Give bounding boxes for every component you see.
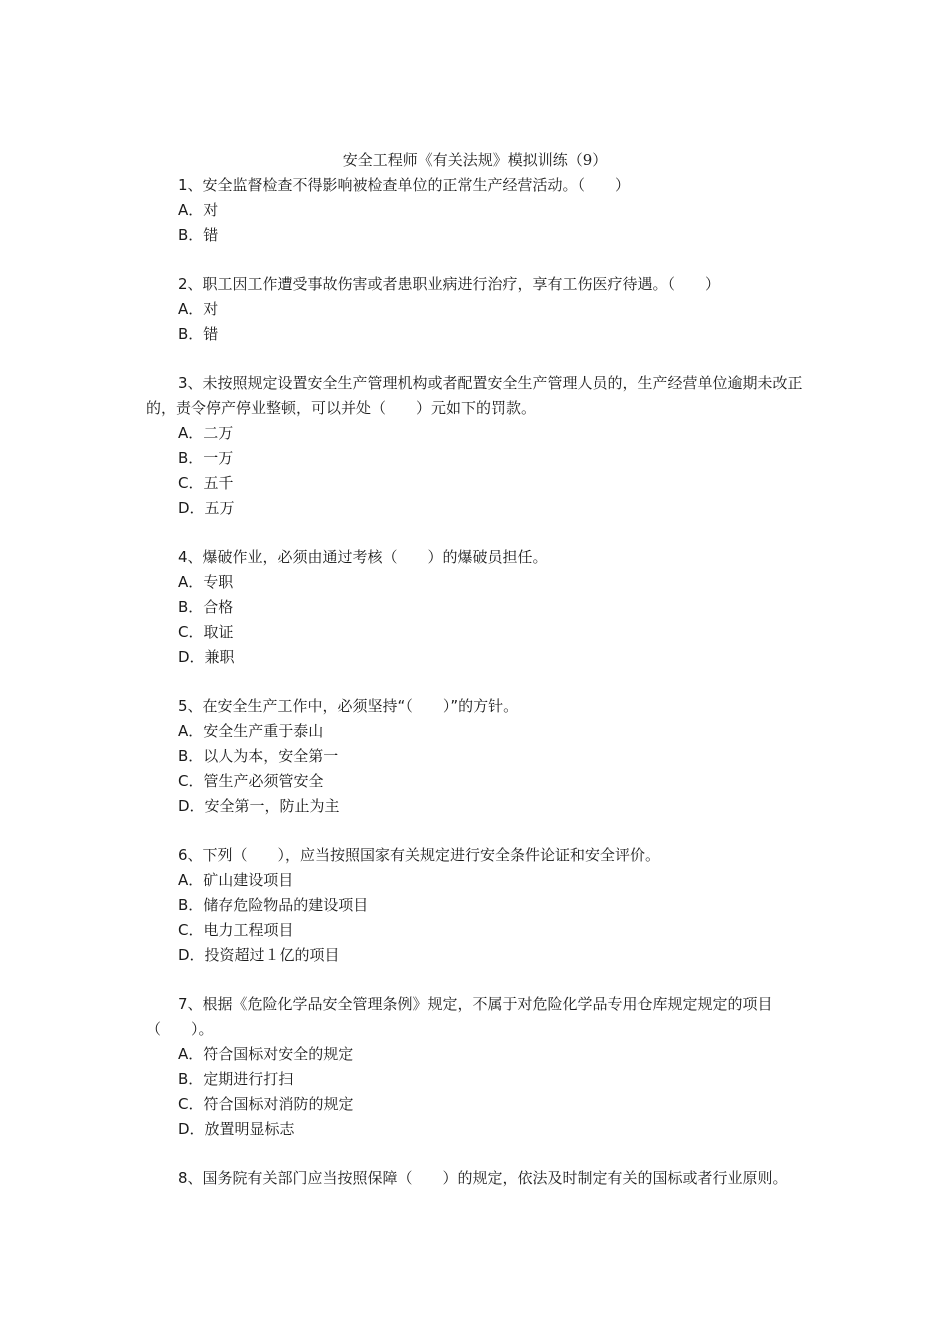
document-title: 安全工程师《有关法规》模拟训练（9） <box>342 151 608 169</box>
option-c: C．电力工程项目 <box>178 921 294 939</box>
question-text: 7、根据《危险化学品安全管理条例》规定，不属于对危险化学品专用仓库规定规定的项目（ ）。 <box>146 995 773 1038</box>
question-text: 1、安全监督检查不得影响被检查单位的正常生产经营活动。（ ） <box>178 176 631 194</box>
option-a: A．对 <box>178 201 219 219</box>
question-text: 3、未按照规定设置安全生产管理机构或者配置安全生产管理人员的，生产经营单位逾期未改正的，责令停产停业整顿，可以并处（ ）元如下的罚款。 <box>146 374 803 417</box>
question-text: 4、爆破作业，必须由通过考核（ ）的爆破员担任。 <box>178 548 548 566</box>
option-c: C．取证 <box>178 623 234 641</box>
option-d: D．五万 <box>178 499 235 517</box>
option-b: B．定期进行打扫 <box>178 1070 294 1088</box>
option-a: A．二万 <box>178 424 234 442</box>
option-c: C．管生产必须管安全 <box>178 772 324 790</box>
question-3 <box>146 371 806 521</box>
option-a: A．安全生产重于泰山 <box>178 722 324 740</box>
question-text: 8、国务院有关部门应当按照保障（ ）的规定，依法及时制定有关的国标或者行业原则。 <box>178 1169 788 1187</box>
question-text: 5、在安全生产工作中，必须坚持“（ ）”的方针。 <box>178 697 519 715</box>
option-b: B．储存危险物品的建设项目 <box>178 896 369 914</box>
question-6 <box>146 843 806 968</box>
option-a: A．符合国标对安全的规定 <box>178 1045 354 1063</box>
option-b: B．错 <box>178 325 219 343</box>
question-list <box>146 173 806 1191</box>
option-c: C．五千 <box>178 474 234 492</box>
question-1 <box>146 173 806 248</box>
question-8 <box>146 1166 806 1191</box>
option-c: C．符合国标对消防的规定 <box>178 1095 354 1113</box>
option-d: D．投资超过１亿的项目 <box>178 946 340 964</box>
option-a: A．专职 <box>178 573 234 591</box>
option-b: B．合格 <box>178 598 234 616</box>
option-a: A．对 <box>178 300 219 318</box>
question-7 <box>146 992 806 1142</box>
option-d: D．兼职 <box>178 648 235 666</box>
option-b: B．一万 <box>178 449 234 467</box>
question-2 <box>146 272 806 347</box>
option-d: D．安全第一，防止为主 <box>178 797 340 815</box>
option-a: A．矿山建设项目 <box>178 871 294 889</box>
question-5 <box>146 694 806 819</box>
question-4 <box>146 545 806 670</box>
option-b: B．以人为本，安全第一 <box>178 747 339 765</box>
question-text: 2、职工因工作遭受事故伤害或者患职业病进行治疗，享有工伤医疗待遇。（ ） <box>178 275 721 293</box>
option-b: B．错 <box>178 226 219 244</box>
option-d: D．放置明显标志 <box>178 1120 295 1138</box>
question-text: 6、下列（ ），应当按照国家有关规定进行安全条件论证和安全评价。 <box>178 846 661 864</box>
